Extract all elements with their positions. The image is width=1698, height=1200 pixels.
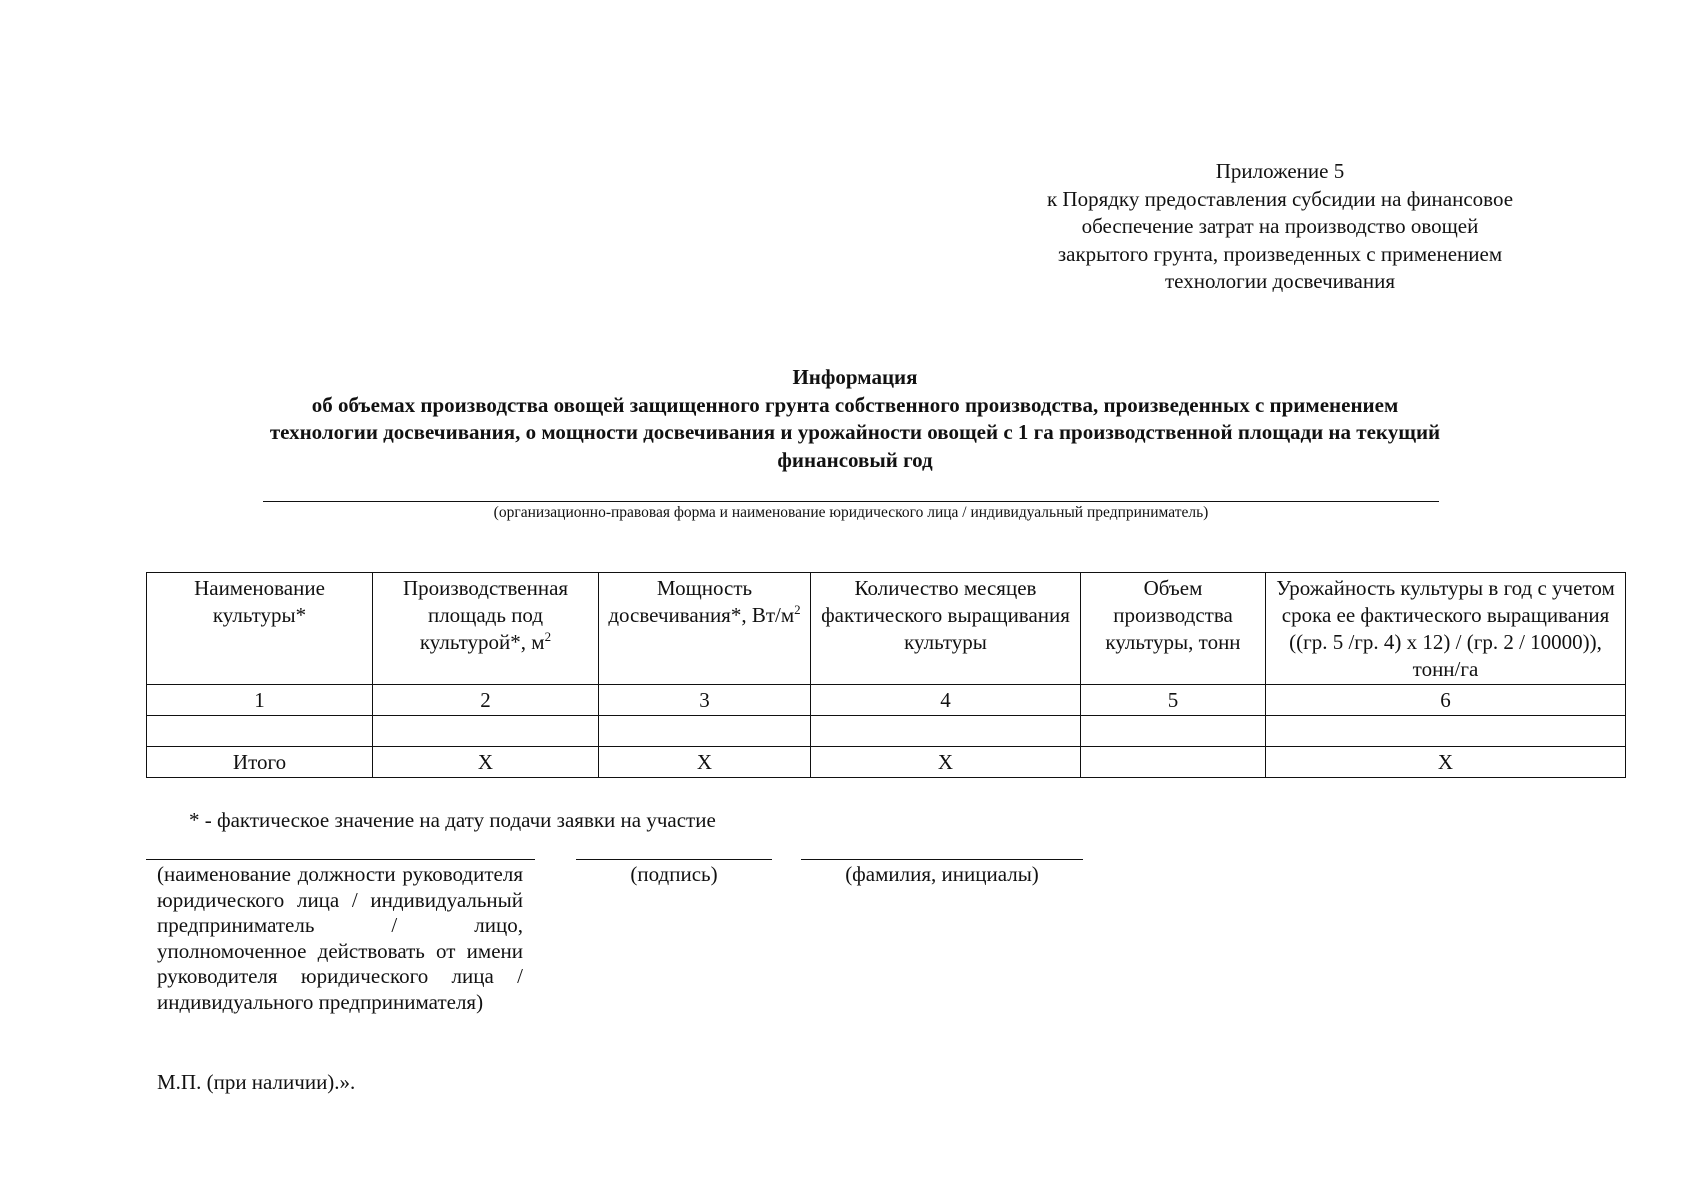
- total-cell: Х: [1266, 747, 1626, 778]
- header-production-area: [373, 573, 599, 685]
- appendix-line: технологии досвечивания: [1164, 269, 1395, 293]
- full-name-line[interactable]: [801, 859, 1083, 860]
- total-label: Итого: [147, 747, 373, 778]
- header-text: Производственная площадь под культурой*, м: [402, 576, 569, 654]
- superscript: 2: [544, 629, 552, 644]
- table-cell[interactable]: [373, 716, 599, 747]
- header-text: Объем производства культуры, тонн: [1105, 576, 1241, 654]
- appendix-line: обеспечение затрат на производство овощей: [1081, 214, 1479, 238]
- stamp-place: М.П. (при наличии).».: [157, 1070, 356, 1094]
- appendix-line: к Порядку предоставления субсидии на финансовое: [1046, 186, 1514, 211]
- superscript: 2: [794, 602, 801, 617]
- column-number: 1: [147, 685, 373, 716]
- table-total-row: [147, 747, 1626, 778]
- header-text: Наименование культуры*: [194, 576, 325, 627]
- table-header-row: [147, 573, 1626, 685]
- table-cell[interactable]: [599, 716, 811, 747]
- column-number: 5: [1081, 685, 1266, 716]
- org-name-line[interactable]: [263, 501, 1439, 502]
- total-cell: Х: [811, 747, 1081, 778]
- title-line: об объемах производства овощей защищенного грунта собственного производства, произведенных с применением: [311, 392, 1399, 417]
- table-cell[interactable]: [1266, 716, 1626, 747]
- production-table: [146, 572, 1626, 778]
- column-number: 4: [811, 685, 1081, 716]
- header-lighting-power: [599, 573, 811, 685]
- document-title: [150, 364, 1560, 474]
- table-cell[interactable]: [1081, 716, 1266, 747]
- table-cell[interactable]: [811, 716, 1081, 747]
- title-heading: Информация: [792, 365, 918, 389]
- table-cell[interactable]: [147, 716, 373, 747]
- table-number-row: [147, 685, 1626, 716]
- column-number: 3: [599, 685, 811, 716]
- header-text: Мощность досвечивания*, Вт/м: [608, 576, 795, 627]
- title-line: финансовый год: [777, 447, 933, 472]
- header-yield: [1266, 573, 1626, 685]
- table-row: [147, 716, 1626, 747]
- total-cell: Х: [599, 747, 811, 778]
- total-cell: Х: [373, 747, 599, 778]
- signature-line[interactable]: [576, 859, 772, 860]
- title-line: технологии досвечивания, о мощности досвечивания и урожайности овощей с 1 га производственной площади на текущий: [269, 420, 1441, 444]
- appendix-block: [1000, 158, 1560, 296]
- column-number: 6: [1266, 685, 1626, 716]
- position-line[interactable]: [146, 859, 535, 860]
- appendix-line: Приложение 5: [1215, 159, 1345, 183]
- signature-caption: (подпись): [630, 862, 718, 886]
- column-number: 2: [373, 685, 599, 716]
- appendix-line: закрытого грунта, произведенных с применением: [1057, 241, 1503, 266]
- footnote: * - фактическое значение на дату подачи заявки на участие: [189, 808, 716, 832]
- header-production-volume: [1081, 573, 1266, 685]
- total-cell[interactable]: [1081, 747, 1266, 778]
- position-caption: (наименование должности руководителя юридического лица / индивидуальный предприниматель / лицо, уполномоченное действовать от имени руководителя юридического лица / индивидуального предпринимателя): [157, 862, 523, 1014]
- header-text: Урожайность культуры в год с учетом срока ее фактического выращивания ((гр. 5 /гр. 4) х 12) / (гр. 2 / 10000)), тонн/га: [1276, 576, 1615, 681]
- org-name-caption: (организационно-правовая форма и наименование юридического лица / индивидуальный предприниматель): [493, 504, 1209, 521]
- header-text: Количество месяцев фактического выращивания культуры: [821, 576, 1070, 654]
- full-name-caption: (фамилия, инициалы): [845, 862, 1039, 886]
- header-culture-name: [147, 573, 373, 685]
- header-months-count: [811, 573, 1081, 685]
